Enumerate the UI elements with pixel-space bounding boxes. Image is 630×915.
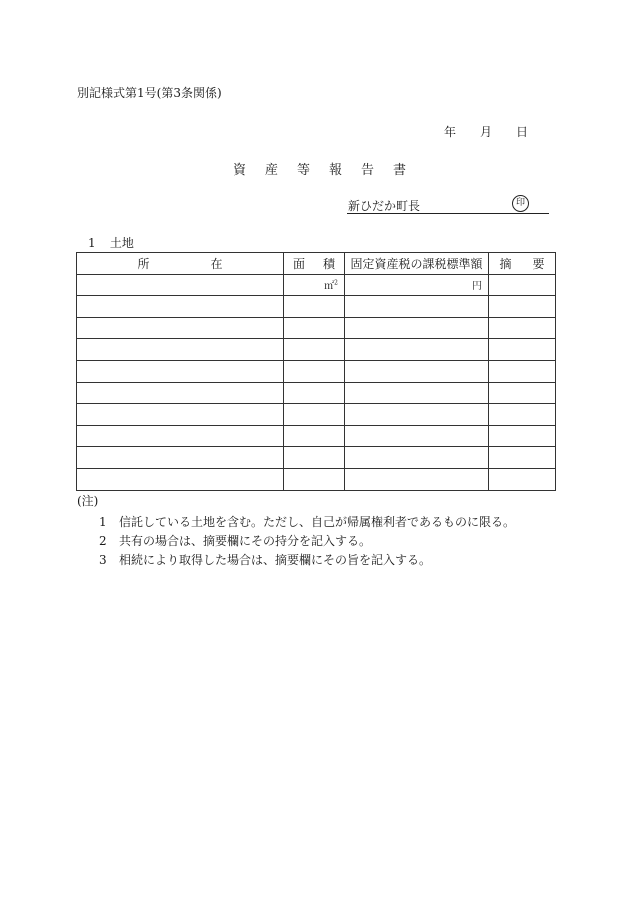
table-row — [77, 447, 556, 469]
seal-mark: 印 — [512, 195, 529, 212]
area-cell[interactable] — [284, 404, 345, 426]
title-char: 産 — [265, 163, 279, 178]
title-char: 等 — [297, 163, 311, 178]
table-row — [77, 425, 556, 447]
area-cell[interactable] — [284, 468, 345, 490]
note-number: 2 — [99, 534, 107, 548]
valuation-cell[interactable] — [345, 382, 489, 404]
remarks-cell[interactable] — [489, 274, 556, 296]
section-heading — [88, 234, 134, 251]
header-remarks-char: 要 — [532, 256, 545, 271]
valuation-cell[interactable] — [345, 339, 489, 361]
table-row — [77, 274, 556, 296]
location-cell[interactable] — [77, 274, 284, 296]
note-text: 信託している土地を含む。ただし、自己が帰属権利者であるものに限る。 — [119, 515, 516, 529]
valuation-cell[interactable] — [345, 296, 489, 318]
area-cell[interactable] — [284, 425, 345, 447]
header-area — [284, 253, 345, 275]
valuation-unit: 円 — [472, 281, 482, 293]
remarks-cell[interactable] — [489, 296, 556, 318]
header-area-char: 積 — [322, 256, 335, 271]
remarks-cell[interactable] — [489, 339, 556, 361]
valuation-cell[interactable] — [345, 447, 489, 469]
area-cell[interactable] — [284, 274, 345, 296]
area-cell[interactable] — [284, 339, 345, 361]
remarks-cell[interactable] — [489, 425, 556, 447]
area-unit-sup: 2 — [334, 280, 338, 288]
location-cell[interactable] — [77, 382, 284, 404]
header-valuation: 固定資産税の課税標準額 — [345, 253, 489, 275]
table-row — [77, 339, 556, 361]
table-header-row — [77, 253, 556, 275]
land-table — [76, 252, 556, 491]
header-location-char: 在 — [210, 256, 223, 271]
date-line — [430, 123, 540, 139]
title-char: 書 — [393, 163, 407, 178]
note-number: 3 — [99, 553, 107, 567]
area-cell[interactable] — [284, 317, 345, 339]
location-cell[interactable] — [77, 404, 284, 426]
note-item — [99, 532, 371, 549]
note-item — [99, 513, 515, 530]
section-label: 土地 — [109, 236, 134, 250]
valuation-cell[interactable] — [345, 274, 489, 296]
section-number: 1 — [88, 236, 96, 250]
valuation-cell[interactable] — [345, 468, 489, 490]
header-area-char: 面 — [292, 256, 305, 271]
table-row — [77, 468, 556, 490]
month-label: 月 — [480, 125, 493, 139]
location-cell[interactable] — [77, 339, 284, 361]
note-item — [99, 551, 431, 568]
title-char: 資 — [233, 163, 247, 178]
title-char: 告 — [361, 163, 375, 178]
area-cell[interactable] — [284, 296, 345, 318]
header-location — [77, 253, 284, 275]
location-cell[interactable] — [77, 317, 284, 339]
remarks-cell[interactable] — [489, 382, 556, 404]
remarks-cell[interactable] — [489, 447, 556, 469]
location-cell[interactable] — [77, 360, 284, 382]
location-cell[interactable] — [77, 468, 284, 490]
header-remarks — [489, 253, 556, 275]
area-cell[interactable] — [284, 360, 345, 382]
note-text: 共有の場合は、摘要欄にその持分を記入する。 — [119, 534, 372, 548]
title-char: 報 — [329, 163, 343, 178]
location-cell[interactable] — [77, 296, 284, 318]
location-cell[interactable] — [77, 425, 284, 447]
remarks-cell[interactable] — [489, 404, 556, 426]
remarks-cell[interactable] — [489, 468, 556, 490]
table-row — [77, 382, 556, 404]
area-cell[interactable] — [284, 447, 345, 469]
area-unit: ㎡ — [324, 281, 335, 293]
addressee-line — [347, 197, 549, 214]
valuation-cell[interactable] — [345, 404, 489, 426]
form-identifier: 別記様式第1号(第3条関係) — [77, 86, 222, 100]
header-remarks-char: 摘 — [499, 256, 512, 271]
year-label: 年 — [444, 125, 457, 139]
notes-heading: (注) — [77, 494, 99, 508]
remarks-cell[interactable] — [489, 360, 556, 382]
note-text: 相続により取得した場合は、摘要欄にその旨を記入する。 — [119, 553, 432, 567]
addressee-label: 新ひだか町長 — [348, 199, 421, 213]
table-row — [77, 317, 556, 339]
header-location-char: 所 — [137, 256, 150, 271]
notes-section — [77, 492, 516, 567]
valuation-cell[interactable] — [345, 425, 489, 447]
area-cell[interactable] — [284, 382, 345, 404]
location-cell[interactable] — [77, 447, 284, 469]
day-label: 日 — [516, 125, 529, 139]
valuation-cell[interactable] — [345, 317, 489, 339]
remarks-cell[interactable] — [489, 317, 556, 339]
note-number: 1 — [99, 515, 107, 529]
valuation-cell[interactable] — [345, 360, 489, 382]
table-row — [77, 296, 556, 318]
table-row — [77, 404, 556, 426]
table-row — [77, 360, 556, 382]
